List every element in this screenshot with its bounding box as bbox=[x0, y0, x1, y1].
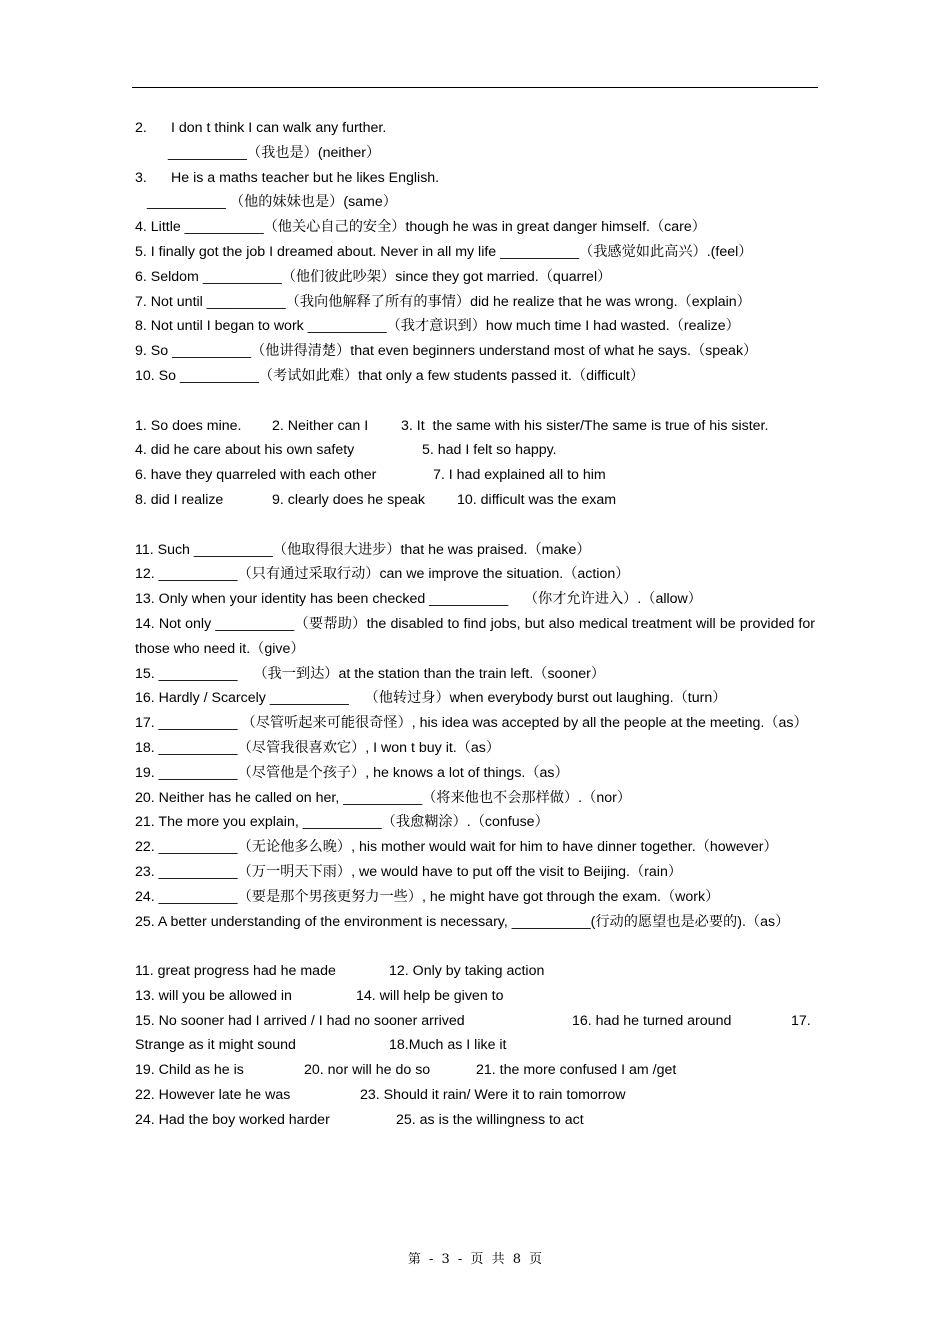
answer-row: 8. did I realize 9. clearly does he speak 10. difficult was the exam bbox=[135, 491, 617, 508]
answer-row: Strange as it might sound 18.Much as I like it bbox=[135, 1037, 507, 1054]
exercise-line: 6. Seldom __________（他们彼此吵架）since they got married.（quarrel） bbox=[135, 268, 612, 285]
answer-row: 6. have they quarreled with each other 7. I had explained all to him bbox=[135, 467, 606, 484]
exercise-line: 8. Not until I began to work __________（我才意识到）how much time I had wasted.（realize） bbox=[135, 318, 740, 335]
exercise-line: 24. __________（要是那个男孩更努力一些）, he might have got through the exam.（work） bbox=[135, 888, 720, 905]
exercise-line: 25. A better understanding of the environment is necessary, __________(行动的愿望也是必要的).（as） bbox=[135, 913, 790, 930]
exercise-line: 5. I finally got the job I dreamed about. Never in all my life __________（我感觉如此高兴）.(feel） bbox=[135, 243, 753, 260]
answer-row: 15. No sooner had I arrived / I had no sooner arrived 16. had he turned around 17. bbox=[135, 1012, 811, 1029]
page-content bbox=[135, 116, 815, 1133]
exercise-line: 16. Hardly / Scarcely __________ （他转过身）when everybody burst out laughing.（turn） bbox=[135, 690, 727, 707]
exercise-line: 15. __________ （我一到达）at the station than the train left.（sooner） bbox=[135, 665, 606, 682]
exercise-line: 23. __________（万一明天下雨）, we would have to put off the visit to Beijing.（rain） bbox=[135, 863, 683, 880]
exercise-line: 18. __________（尽管我很喜欢它）, I won t buy it.（as） bbox=[135, 739, 501, 756]
exercise-line: 12. __________（只有通过采取行动）can we improve the situation.（action） bbox=[135, 566, 630, 583]
exercise-line: __________ （他的妹妹也是）(same） bbox=[147, 194, 397, 211]
exercise-line: 3. He is a maths teacher but he likes English. bbox=[135, 169, 440, 186]
exercise-line: 7. Not until __________（我向他解释了所有的事情）did he realize that he was wrong.（explain） bbox=[135, 293, 751, 310]
answer-row: 24. Had the boy worked harder 25. as is the willingness to act bbox=[135, 1111, 584, 1128]
exercise-line: 19. __________（尽管他是个孩子）, he knows a lot of things.（as） bbox=[135, 764, 569, 781]
header-rule bbox=[132, 87, 818, 88]
answer-row: 19. Child as he is 20. nor will he do so 21. the more confused I am /get bbox=[135, 1062, 677, 1079]
exercise-line: 20. Neither has he called on her, __________（将来他也不会那样做）.（nor） bbox=[135, 789, 632, 806]
answer-row: 13. will you be allowed in 14. will help be given to bbox=[135, 987, 504, 1004]
exercise-line: 4. Little __________（他关心自己的安全）though he was in great danger himself.（care） bbox=[135, 219, 706, 236]
answer-row: 1. So does mine. 2. Neither can I 3. It the same with his sister/The same is true of his sister. bbox=[135, 417, 769, 434]
exercise-line: 9. So __________（他讲得清楚）that even beginners understand most of what he says.（speak） bbox=[135, 343, 758, 360]
exercise-line: 2. I don t think I can walk any further. bbox=[135, 120, 387, 136]
exercise-line: 21. The more you explain, __________（我愈糊涂）.（confuse） bbox=[135, 814, 549, 831]
page-number-footer: 第 - 3 - 页 共 8 页 bbox=[407, 1252, 543, 1267]
exercise-line: 10. So __________（考试如此难）that only a few students passed it.（difficult） bbox=[135, 367, 645, 384]
exercise-line: 22. __________（无论他多么晚）, his mother would wait for him to have dinner together.（however） bbox=[135, 839, 778, 856]
exercise-line: __________（我也是）(neither） bbox=[168, 144, 381, 161]
exercise-line: 11. Such __________（他取得很大进步）that he was praised.（make） bbox=[135, 541, 591, 558]
exercise-line: 17. __________ （尽管听起来可能很奇怪）, his idea was accepted by all the people at the meeting.（as） bbox=[135, 715, 808, 732]
answer-row: 22. However late he was 23. Should it rain/ Were it to rain tomorrow bbox=[135, 1087, 626, 1104]
exercise-line: 13. Only when your identity has been checked __________ （你才允许进入）.（allow） bbox=[135, 591, 702, 608]
answer-row: 11. great progress had he made 12. Only by taking action bbox=[135, 963, 545, 980]
exercise-line: 14. Not only __________（要帮助）the disabled to find jobs, but also medical treatment will be provided for those who need it.（give） bbox=[135, 615, 815, 657]
answer-row: 4. did he care about his own safety 5. had I felt so happy. bbox=[135, 442, 557, 459]
